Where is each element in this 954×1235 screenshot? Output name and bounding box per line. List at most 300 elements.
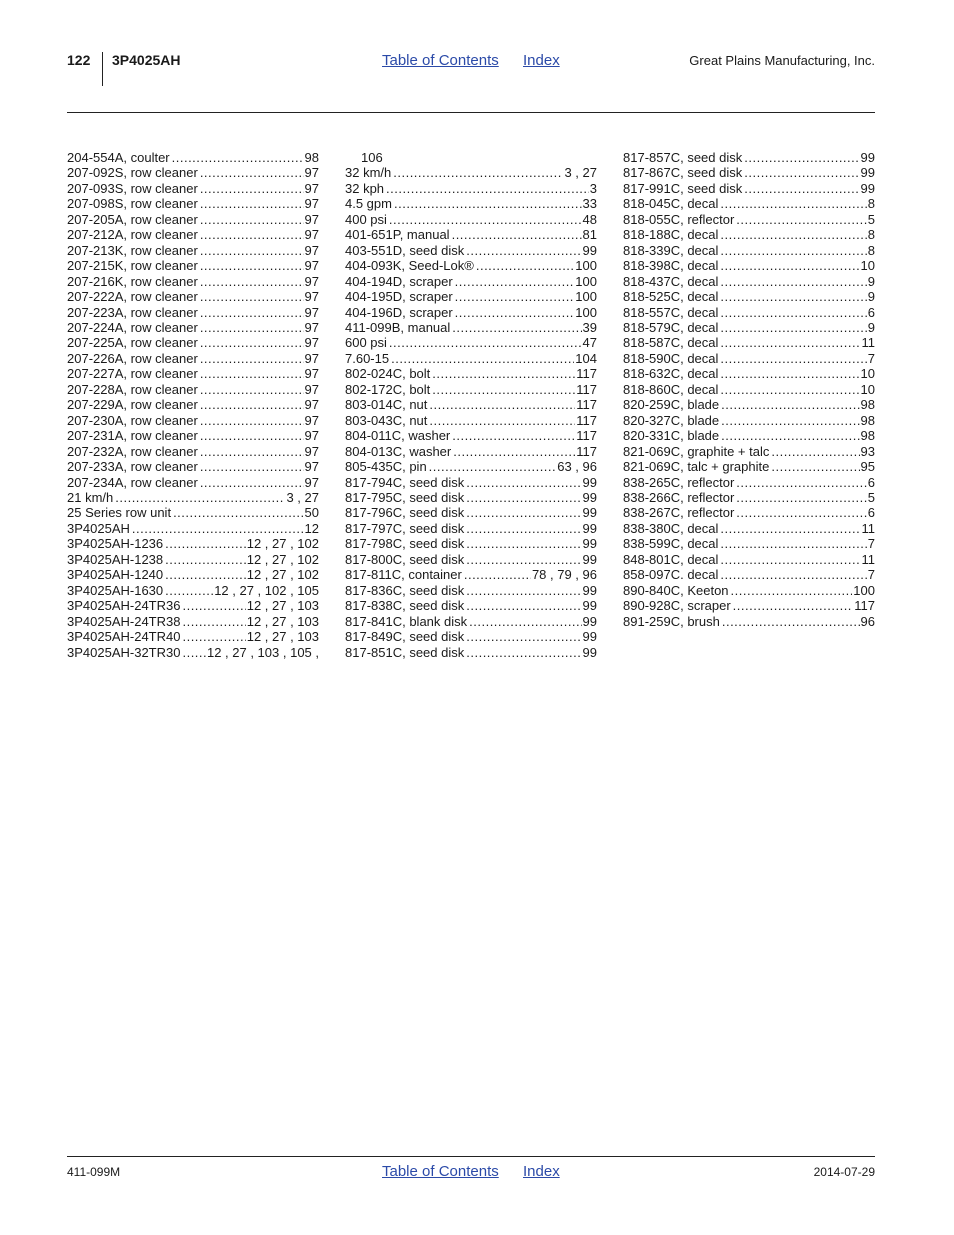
index-entry	[345, 227, 597, 242]
dot-leader	[165, 552, 246, 567]
index-term: 817-841C, blank disk	[345, 613, 468, 629]
index-page-ref[interactable]: 97	[304, 165, 319, 181]
dot-leader	[466, 645, 581, 660]
index-page-ref[interactable]: 6	[867, 505, 875, 521]
index-page-ref[interactable]: 99	[582, 551, 597, 567]
index-page-ref[interactable]: 97	[304, 335, 319, 351]
index-entry	[623, 505, 875, 520]
dot-leader	[455, 289, 575, 304]
index-term: 207-228A, row cleaner	[67, 381, 198, 397]
index-term: 3P4025AH-1240	[67, 567, 164, 583]
index-link-footer[interactable]: Index	[523, 1163, 560, 1180]
dot-leader	[429, 397, 575, 412]
index-page-ref[interactable]: 95	[860, 459, 875, 475]
index-entry	[345, 536, 597, 551]
index-term: 207-205A, row cleaner	[67, 211, 198, 227]
dot-leader	[182, 645, 206, 660]
index-term: 817-991C, seed disk	[623, 180, 743, 196]
toc-link-footer[interactable]: Table of Contents	[382, 1163, 499, 1180]
publish-date: 2014-07-29	[813, 1165, 875, 1179]
index-entry	[345, 521, 597, 536]
index-entry	[623, 227, 875, 242]
index-page-ref[interactable]: 100	[575, 258, 597, 274]
index-page-ref[interactable]: 12 , 27 , 103 , 105 ,	[206, 644, 319, 660]
index-page-ref[interactable]: 98	[860, 412, 875, 428]
index-term: 207-092S, row cleaner	[67, 165, 198, 181]
index-page-ref[interactable]: 96	[860, 613, 875, 629]
index-entry	[67, 320, 319, 335]
index-entry	[345, 505, 597, 520]
index-term: 3P4025AH-1236	[67, 536, 164, 552]
index-entry	[623, 413, 875, 428]
index-page-ref[interactable]: 99	[860, 150, 875, 165]
dot-leader	[394, 196, 582, 211]
dot-leader	[200, 320, 304, 335]
index-term: 817-849C, seed disk	[345, 629, 465, 645]
index-entry	[345, 366, 597, 381]
index-term: 817-811C, container	[345, 567, 462, 583]
index-entry	[345, 444, 597, 459]
index-page-ref[interactable]: 5	[867, 489, 875, 505]
index-entry	[623, 614, 875, 629]
index-term: 818-632C, decal	[623, 366, 719, 382]
dot-leader	[466, 243, 581, 258]
index-entry	[67, 536, 319, 551]
index-term: 817-800C, seed disk	[345, 551, 465, 567]
dot-leader	[721, 428, 859, 443]
dot-leader	[452, 428, 575, 443]
dot-leader	[200, 243, 304, 258]
index-page-ref[interactable]: 9	[867, 319, 875, 335]
index-page-ref[interactable]: 97	[304, 443, 319, 459]
index-page-ref[interactable]: 97	[304, 428, 319, 444]
index-entry	[67, 428, 319, 443]
doc-number: 411-099M	[67, 1165, 121, 1179]
dot-leader	[720, 320, 866, 335]
dot-leader	[736, 475, 866, 490]
dot-leader	[720, 258, 859, 273]
index-entry	[67, 366, 319, 381]
index-page-ref[interactable]: 9	[867, 289, 875, 305]
company-name: Great Plains Manufacturing, Inc.	[689, 53, 875, 68]
index-entry	[623, 536, 875, 551]
index-term: 817-836C, seed disk	[345, 582, 465, 598]
dot-leader	[731, 583, 853, 598]
index-term: 3P4025AH-24TR36	[67, 598, 181, 614]
index-page-ref[interactable]: 97	[304, 304, 319, 320]
index-entry	[623, 397, 875, 412]
index-term: 891-259C, brush	[623, 613, 720, 629]
index-entry	[345, 258, 597, 273]
dot-leader	[200, 475, 304, 490]
index-page-ref[interactable]: 97	[304, 289, 319, 305]
index-term: 802-024C, bolt	[345, 366, 431, 382]
dot-leader	[466, 505, 581, 520]
index-page-ref[interactable]: 93	[860, 443, 875, 459]
index-page-ref[interactable]: 97	[304, 459, 319, 475]
index-page-ref[interactable]: 117	[576, 412, 597, 428]
dot-leader	[200, 289, 304, 304]
index-term: 858-097C. decal	[623, 567, 719, 583]
index-page-ref[interactable]: 100	[575, 273, 597, 289]
index-entry	[345, 165, 597, 180]
dot-leader	[771, 459, 859, 474]
index-page-ref[interactable]: 99	[860, 165, 875, 181]
dot-leader	[466, 521, 581, 536]
dot-leader	[200, 335, 304, 350]
index-column-1	[67, 150, 319, 660]
index-page-ref[interactable]: 99	[582, 536, 597, 552]
index-term: 818-437C, decal	[623, 273, 719, 289]
index-entry	[623, 444, 875, 459]
dot-leader	[389, 335, 582, 350]
dot-leader	[466, 536, 581, 551]
index-entry	[67, 305, 319, 320]
index-term: 400 psi	[345, 211, 387, 227]
index-entry	[345, 382, 597, 397]
index-page-ref[interactable]: 12 , 27 , 102	[246, 567, 319, 583]
index-entry	[345, 289, 597, 304]
dot-leader	[720, 567, 866, 582]
index-term: 818-557C, decal	[623, 304, 719, 320]
index-entry	[623, 181, 875, 196]
index-entry	[67, 521, 319, 536]
index-entry	[623, 335, 875, 350]
index-entry-continuation: 106	[361, 150, 383, 165]
index-column-3	[623, 150, 875, 629]
index-term: 7.60-15	[345, 350, 390, 366]
index-page-ref[interactable]: 99	[582, 629, 597, 645]
index-entry	[67, 397, 319, 412]
index-page-ref[interactable]: 98	[304, 150, 319, 165]
index-entry	[345, 305, 597, 320]
index-page-ref[interactable]: 99	[582, 520, 597, 536]
dot-leader	[393, 165, 563, 180]
index-page-ref[interactable]: 11	[861, 551, 875, 567]
index-term: 817-794C, seed disk	[345, 474, 465, 490]
index-page-ref[interactable]: 33	[582, 196, 597, 212]
index-entry	[67, 165, 319, 180]
dot-leader	[720, 366, 859, 381]
index-page-ref[interactable]: 97	[304, 196, 319, 212]
dot-leader	[200, 397, 304, 412]
index-entry	[67, 243, 319, 258]
index-term: 207-232A, row cleaner	[67, 443, 198, 459]
footer-rule	[67, 1156, 875, 1157]
dot-leader	[429, 413, 575, 428]
index-page-ref[interactable]: 12 , 27 , 102 , 105	[214, 582, 319, 598]
index-term: 21 km/h	[67, 489, 114, 505]
dot-leader	[429, 459, 557, 474]
page-header	[67, 52, 875, 92]
index-page-ref[interactable]: 47	[582, 335, 597, 351]
dot-leader	[165, 567, 246, 582]
index-page-ref[interactable]: 7	[867, 536, 875, 552]
index-page-ref[interactable]: 97	[304, 397, 319, 413]
index-page-ref[interactable]: 117	[576, 381, 597, 397]
index-page-ref[interactable]: 97	[304, 180, 319, 196]
index-page-ref[interactable]: 6	[867, 304, 875, 320]
index-page-ref[interactable]: 3 , 27	[286, 489, 319, 505]
index-page-ref[interactable]: 50	[304, 505, 319, 521]
index-page-ref[interactable]: 12 , 27 , 103	[246, 629, 319, 645]
index-page-ref[interactable]: 117	[854, 598, 875, 614]
index-entry	[345, 645, 597, 660]
index-term: 821-069C, talc + graphite	[623, 459, 770, 475]
index-page-ref[interactable]: 12 , 27 , 103	[246, 598, 319, 614]
dot-leader	[720, 289, 866, 304]
index-page-ref[interactable]: 12 , 27 , 102	[246, 551, 319, 567]
index-page-ref[interactable]: 117	[576, 366, 597, 382]
index-page-ref[interactable]: 7	[867, 567, 875, 583]
index-page-ref[interactable]: 5	[867, 211, 875, 227]
index-page-ref[interactable]: 10	[860, 366, 875, 382]
index-entry	[67, 289, 319, 304]
index-entry	[67, 444, 319, 459]
index-term: 207-215K, row cleaner	[67, 258, 198, 274]
index-term: 207-224A, row cleaner	[67, 319, 198, 335]
index-term: 207-212A, row cleaner	[67, 227, 198, 243]
index-term: 403-551D, seed disk	[345, 242, 465, 258]
index-page-ref[interactable]: 12 , 27 , 103	[246, 613, 319, 629]
index-term: 404-093K, Seed-Lok®	[345, 258, 474, 274]
index-term: 404-195D, scraper	[345, 289, 453, 305]
index-page-ref[interactable]: 97	[304, 381, 319, 397]
index-entry	[623, 165, 875, 180]
index-entry	[67, 382, 319, 397]
index-term: 817-797C, seed disk	[345, 520, 465, 536]
dot-leader	[200, 258, 304, 273]
index-term: 207-229A, row cleaner	[67, 397, 198, 413]
index-term: 25 Series row unit	[67, 505, 172, 521]
index-page-ref[interactable]: 100	[575, 289, 597, 305]
dot-leader	[744, 181, 859, 196]
index-entry	[67, 335, 319, 350]
index-term: 838-599C, decal	[623, 536, 719, 552]
index-entry	[623, 583, 875, 598]
dot-leader	[200, 227, 304, 242]
index-page-ref[interactable]: 8	[867, 196, 875, 212]
index-page-ref[interactable]: 98	[860, 428, 875, 444]
index-entry	[67, 212, 319, 227]
index-term: 818-339C, decal	[623, 242, 719, 258]
index-term: 818-055C, reflector	[623, 211, 735, 227]
index-page-ref[interactable]: 99	[582, 582, 597, 598]
index-entry	[345, 335, 597, 350]
index-entry	[67, 567, 319, 582]
index-entry	[623, 428, 875, 443]
index-page-ref[interactable]: 10	[860, 381, 875, 397]
index-entry	[67, 552, 319, 567]
index-entry	[623, 150, 875, 165]
header-rule	[67, 112, 875, 113]
index-term: 32 km/h	[345, 165, 392, 181]
index-term: 817-796C, seed disk	[345, 505, 465, 521]
index-page-ref[interactable]: 100	[853, 582, 875, 598]
dot-leader	[721, 413, 859, 428]
index-page-ref[interactable]: 97	[304, 273, 319, 289]
index-entry	[345, 428, 597, 443]
index-entry	[345, 320, 597, 335]
dot-leader	[391, 351, 574, 366]
index-entry	[623, 351, 875, 366]
index-page-ref[interactable]: 99	[582, 505, 597, 521]
index-term: 802-172C, bolt	[345, 381, 431, 397]
dot-leader	[182, 629, 245, 644]
index-page-ref[interactable]: 117	[576, 443, 597, 459]
index-entry	[67, 583, 319, 598]
index-entry	[345, 351, 597, 366]
index-term: 207-234A, row cleaner	[67, 474, 198, 490]
index-entry	[67, 614, 319, 629]
index-page-ref[interactable]: 97	[304, 412, 319, 428]
index-page-ref[interactable]: 3 , 27	[564, 165, 597, 181]
toc-link-header[interactable]: Table of Contents	[382, 52, 499, 69]
index-page-ref[interactable]: 97	[304, 366, 319, 382]
index-term: 3P4025AH-24TR40	[67, 629, 181, 645]
index-term: 401-651P, manual	[345, 227, 450, 243]
index-term: 3P4025AH	[67, 520, 130, 536]
dot-leader	[720, 382, 859, 397]
index-page-ref[interactable]: 97	[304, 319, 319, 335]
index-term: 207-093S, row cleaner	[67, 180, 198, 196]
dot-leader	[476, 258, 574, 273]
index-page-ref[interactable]: 10	[860, 258, 875, 274]
index-entry	[623, 567, 875, 582]
index-page-ref[interactable]: 97	[304, 211, 319, 227]
index-entry	[623, 366, 875, 381]
index-term: 821-069C, graphite + talc	[623, 443, 770, 459]
index-page-ref[interactable]: 39	[582, 319, 597, 335]
index-page-ref[interactable]: 48	[582, 211, 597, 227]
index-page-ref[interactable]: 11	[861, 520, 875, 536]
dot-leader	[720, 536, 866, 551]
index-term: 820-327C, blade	[623, 412, 720, 428]
dot-leader	[720, 274, 866, 289]
dot-leader	[200, 459, 304, 474]
index-term: 207-227A, row cleaner	[67, 366, 198, 382]
index-page-ref[interactable]: 97	[304, 242, 319, 258]
dot-leader	[452, 227, 582, 242]
index-page-ref[interactable]: 98	[860, 397, 875, 413]
index-entry	[67, 150, 319, 165]
index-page-ref[interactable]: 99	[860, 180, 875, 196]
index-term: 818-587C, decal	[623, 335, 719, 351]
dot-leader	[466, 490, 581, 505]
index-page-ref[interactable]: 9	[867, 273, 875, 289]
index-term: 207-226A, row cleaner	[67, 350, 198, 366]
index-entry	[623, 212, 875, 227]
index-entry	[623, 475, 875, 490]
index-term: 838-267C, reflector	[623, 505, 735, 521]
index-page-ref[interactable]: 12	[304, 520, 319, 536]
index-term: 817-838C, seed disk	[345, 598, 465, 614]
dot-leader	[132, 521, 304, 536]
index-page-ref[interactable]: 100	[575, 304, 597, 320]
index-term: 817-795C, seed disk	[345, 489, 465, 505]
dot-leader	[771, 444, 859, 459]
index-term: 3P4025AH-1238	[67, 551, 164, 567]
index-entry	[67, 459, 319, 474]
index-entry	[345, 196, 597, 211]
index-page-ref[interactable]: 11	[861, 335, 875, 351]
index-page-ref[interactable]: 97	[304, 350, 319, 366]
dot-leader	[200, 428, 304, 443]
dot-leader	[720, 552, 860, 567]
index-entry	[345, 490, 597, 505]
index-page-ref[interactable]: 8	[867, 227, 875, 243]
dot-leader	[455, 305, 575, 320]
index-term: 818-525C, decal	[623, 289, 719, 305]
index-entry	[623, 598, 875, 613]
index-page-ref[interactable]: 99	[582, 242, 597, 258]
index-page-ref[interactable]: 97	[304, 258, 319, 274]
index-page-ref[interactable]: 117	[576, 397, 597, 413]
dot-leader	[200, 382, 304, 397]
index-term: 3P4025AH-1630	[67, 582, 164, 598]
index-term: 818-045C, decal	[623, 196, 719, 212]
index-entry	[345, 629, 597, 644]
index-link-header[interactable]: Index	[523, 52, 560, 69]
index-term: 803-043C, nut	[345, 412, 428, 428]
index-page-ref[interactable]: 63 , 96	[557, 459, 597, 475]
index-page-ref[interactable]: 99	[582, 489, 597, 505]
index-page-ref[interactable]: 99	[582, 474, 597, 490]
dot-leader	[733, 598, 854, 613]
index-entry	[623, 196, 875, 211]
index-page-ref[interactable]: 3	[589, 180, 597, 196]
index-page-ref[interactable]: 117	[576, 428, 597, 444]
index-page-ref[interactable]: 7	[867, 350, 875, 366]
index-entry	[67, 645, 319, 660]
index-page-ref[interactable]: 6	[867, 474, 875, 490]
index-entry	[345, 274, 597, 289]
index-page-ref[interactable]: 104	[575, 350, 597, 366]
index-page-ref[interactable]: 99	[582, 644, 597, 660]
index-entry	[623, 552, 875, 567]
dot-leader	[182, 598, 245, 613]
index-term: 207-222A, row cleaner	[67, 289, 198, 305]
dot-leader	[466, 475, 581, 490]
index-page-ref[interactable]: 81	[582, 227, 597, 243]
index-entry	[345, 475, 597, 490]
index-entry	[623, 258, 875, 273]
dot-leader	[173, 505, 303, 520]
index-page-ref[interactable]: 97	[304, 474, 319, 490]
dot-leader	[720, 196, 866, 211]
index-term: 817-798C, seed disk	[345, 536, 465, 552]
dot-leader	[736, 212, 866, 227]
index-page-ref[interactable]: 99	[582, 598, 597, 614]
index-page-ref[interactable]: 99	[582, 613, 597, 629]
index-term: 818-398C, decal	[623, 258, 719, 274]
dot-leader	[432, 366, 575, 381]
index-page-ref[interactable]: 8	[867, 242, 875, 258]
dot-leader	[466, 552, 581, 567]
index-term: 204-554A, coulter	[67, 150, 170, 165]
index-entry	[345, 614, 597, 629]
index-page-ref[interactable]: 97	[304, 227, 319, 243]
dot-leader	[722, 614, 860, 629]
dot-leader	[720, 351, 866, 366]
index-page-ref[interactable]: 12 , 27 , 102	[246, 536, 319, 552]
index-entry	[67, 598, 319, 613]
dot-leader	[721, 397, 859, 412]
dot-leader	[466, 583, 581, 598]
dot-leader	[200, 212, 304, 227]
index-page-ref[interactable]: 78 , 79 , 96	[531, 567, 597, 583]
index-entry	[623, 459, 875, 474]
